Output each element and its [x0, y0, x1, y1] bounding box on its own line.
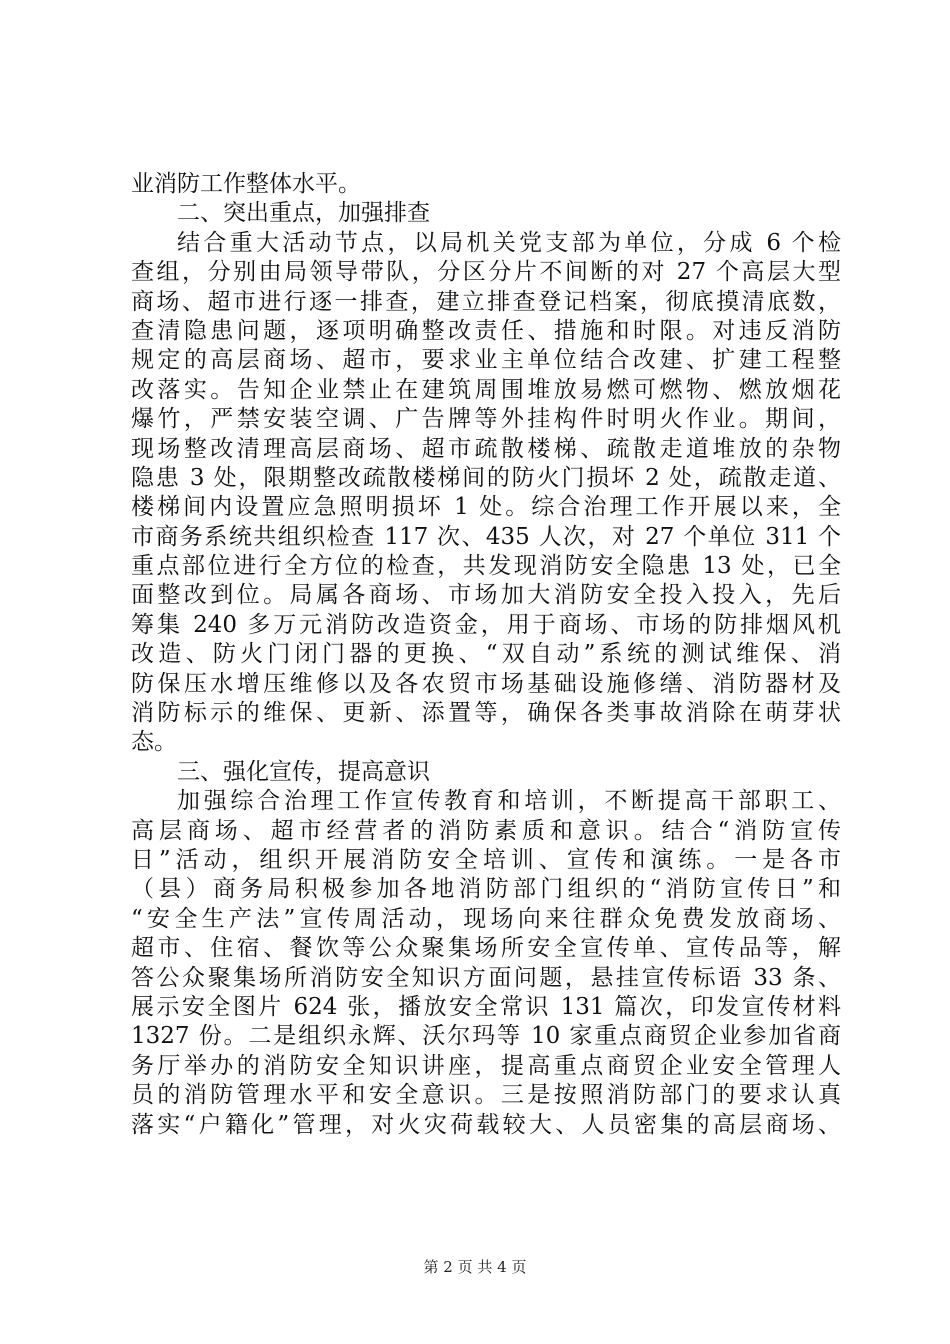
text-line: 市商务系统共组织检查 117 次、435 人次，对 27 个单位 311 个	[131, 523, 841, 550]
text-line: 日”活动，组织开展消防安全培训、宣传和演练。一是各市	[131, 846, 841, 873]
text-line: 落实“户籍化”管理，对火灾荷载较大、人员密集的高层商场、	[131, 1111, 841, 1138]
text-line: 商场、超市进行逐一排查，建立排查登记档案，彻底摸清底数，	[131, 288, 841, 315]
text-line: 业消防工作整体水平。	[131, 171, 361, 197]
text-line: 筹集 240 多万元消防改造资金，用于商场、市场的防排烟风机	[131, 611, 841, 638]
text-line: 重点部位进行全方位的检查，共发现消防安全隐患 13 处，已全	[131, 553, 841, 580]
text-line: 1327 份。二是组织永辉、沃尔玛等 10 家重点商贸企业参加省商	[131, 1023, 841, 1050]
page-footer: 第 2 页 共 4 页	[423, 1258, 527, 1276]
text-line: 楼梯间内设置应急照明损坏 1 处。综合治理工作开展以来，全	[131, 494, 841, 521]
text-line: 查组，分别由局领导带队，分区分片不间断的对 27 个高层大型	[131, 259, 841, 286]
text-line: 答公众聚集场所消防安全知识方面问题，悬挂宣传标语 33 条、	[131, 964, 841, 991]
text-line: 消防标示的维保、更新、添置等，确保各类事故消除在萌芽状	[131, 700, 841, 727]
text-line: 加强综合治理工作宣传教育和培训，不断提高干部职工、	[177, 788, 841, 815]
text-line: 查清隐患问题，逐项明确整改责任、措施和时限。对违反消防	[131, 317, 841, 344]
text-line: 结合重大活动节点，以局机关党支部为单位，分成 6 个检	[177, 229, 841, 256]
text-line: 务厅举办的消防安全知识讲座，提高重点商贸企业安全管理人	[131, 1052, 841, 1079]
text-line: 改造、防火门闭门器的更换、“双自动”系统的测试维保、消	[131, 641, 841, 668]
text-line: 现场整改清理高层商场、超市疏散楼梯、疏散走道堆放的杂物	[131, 435, 841, 462]
text-line: 规定的高层商场、超市，要求业主单位结合改建、扩建工程整	[131, 347, 841, 374]
text-line: 隐患 3 处，限期整改疏散楼梯间的防火门损坏 2 处，疏散走道、	[131, 464, 841, 491]
text-line: 展示安全图片 624 张，播放安全常识 131 篇次，印发宣传材料	[131, 993, 841, 1020]
text-line: 改落实。告知企业禁止在建筑周围堆放易燃可燃物、燃放烟花	[131, 376, 841, 403]
section-heading: 二、突出重点，加强排查	[177, 200, 430, 227]
text-line: 超市、住宿、餐饮等公众聚集场所安全宣传单、宣传品等，解	[131, 935, 841, 962]
text-line: （县）商务局积极参加各地消防部门组织的“消防宣传日”和	[131, 876, 841, 903]
text-line: 态。	[131, 729, 177, 756]
text-line: 面整改到位。局属各商场、市场加大消防安全投入投入，先后	[131, 582, 841, 609]
text-line: 高层商场、超市经营者的消防素质和意识。结合“消防宣传	[131, 817, 841, 844]
section-heading: 三、强化宣传，提高意识	[177, 758, 430, 785]
document-body	[131, 170, 841, 1140]
text-line: 爆竹，严禁安装空调、广告牌等外挂构件时明火作业。期间，	[131, 406, 841, 433]
text-line: 防保压水增压维修以及各农贸市场基础设施修缮、消防器材及	[131, 670, 841, 697]
text-line: “安全生产法”宣传周活动，现场向来往群众免费发放商场、	[131, 905, 841, 932]
text-line: 员的消防管理水平和安全意识。三是按照消防部门的要求认真	[131, 1082, 841, 1109]
